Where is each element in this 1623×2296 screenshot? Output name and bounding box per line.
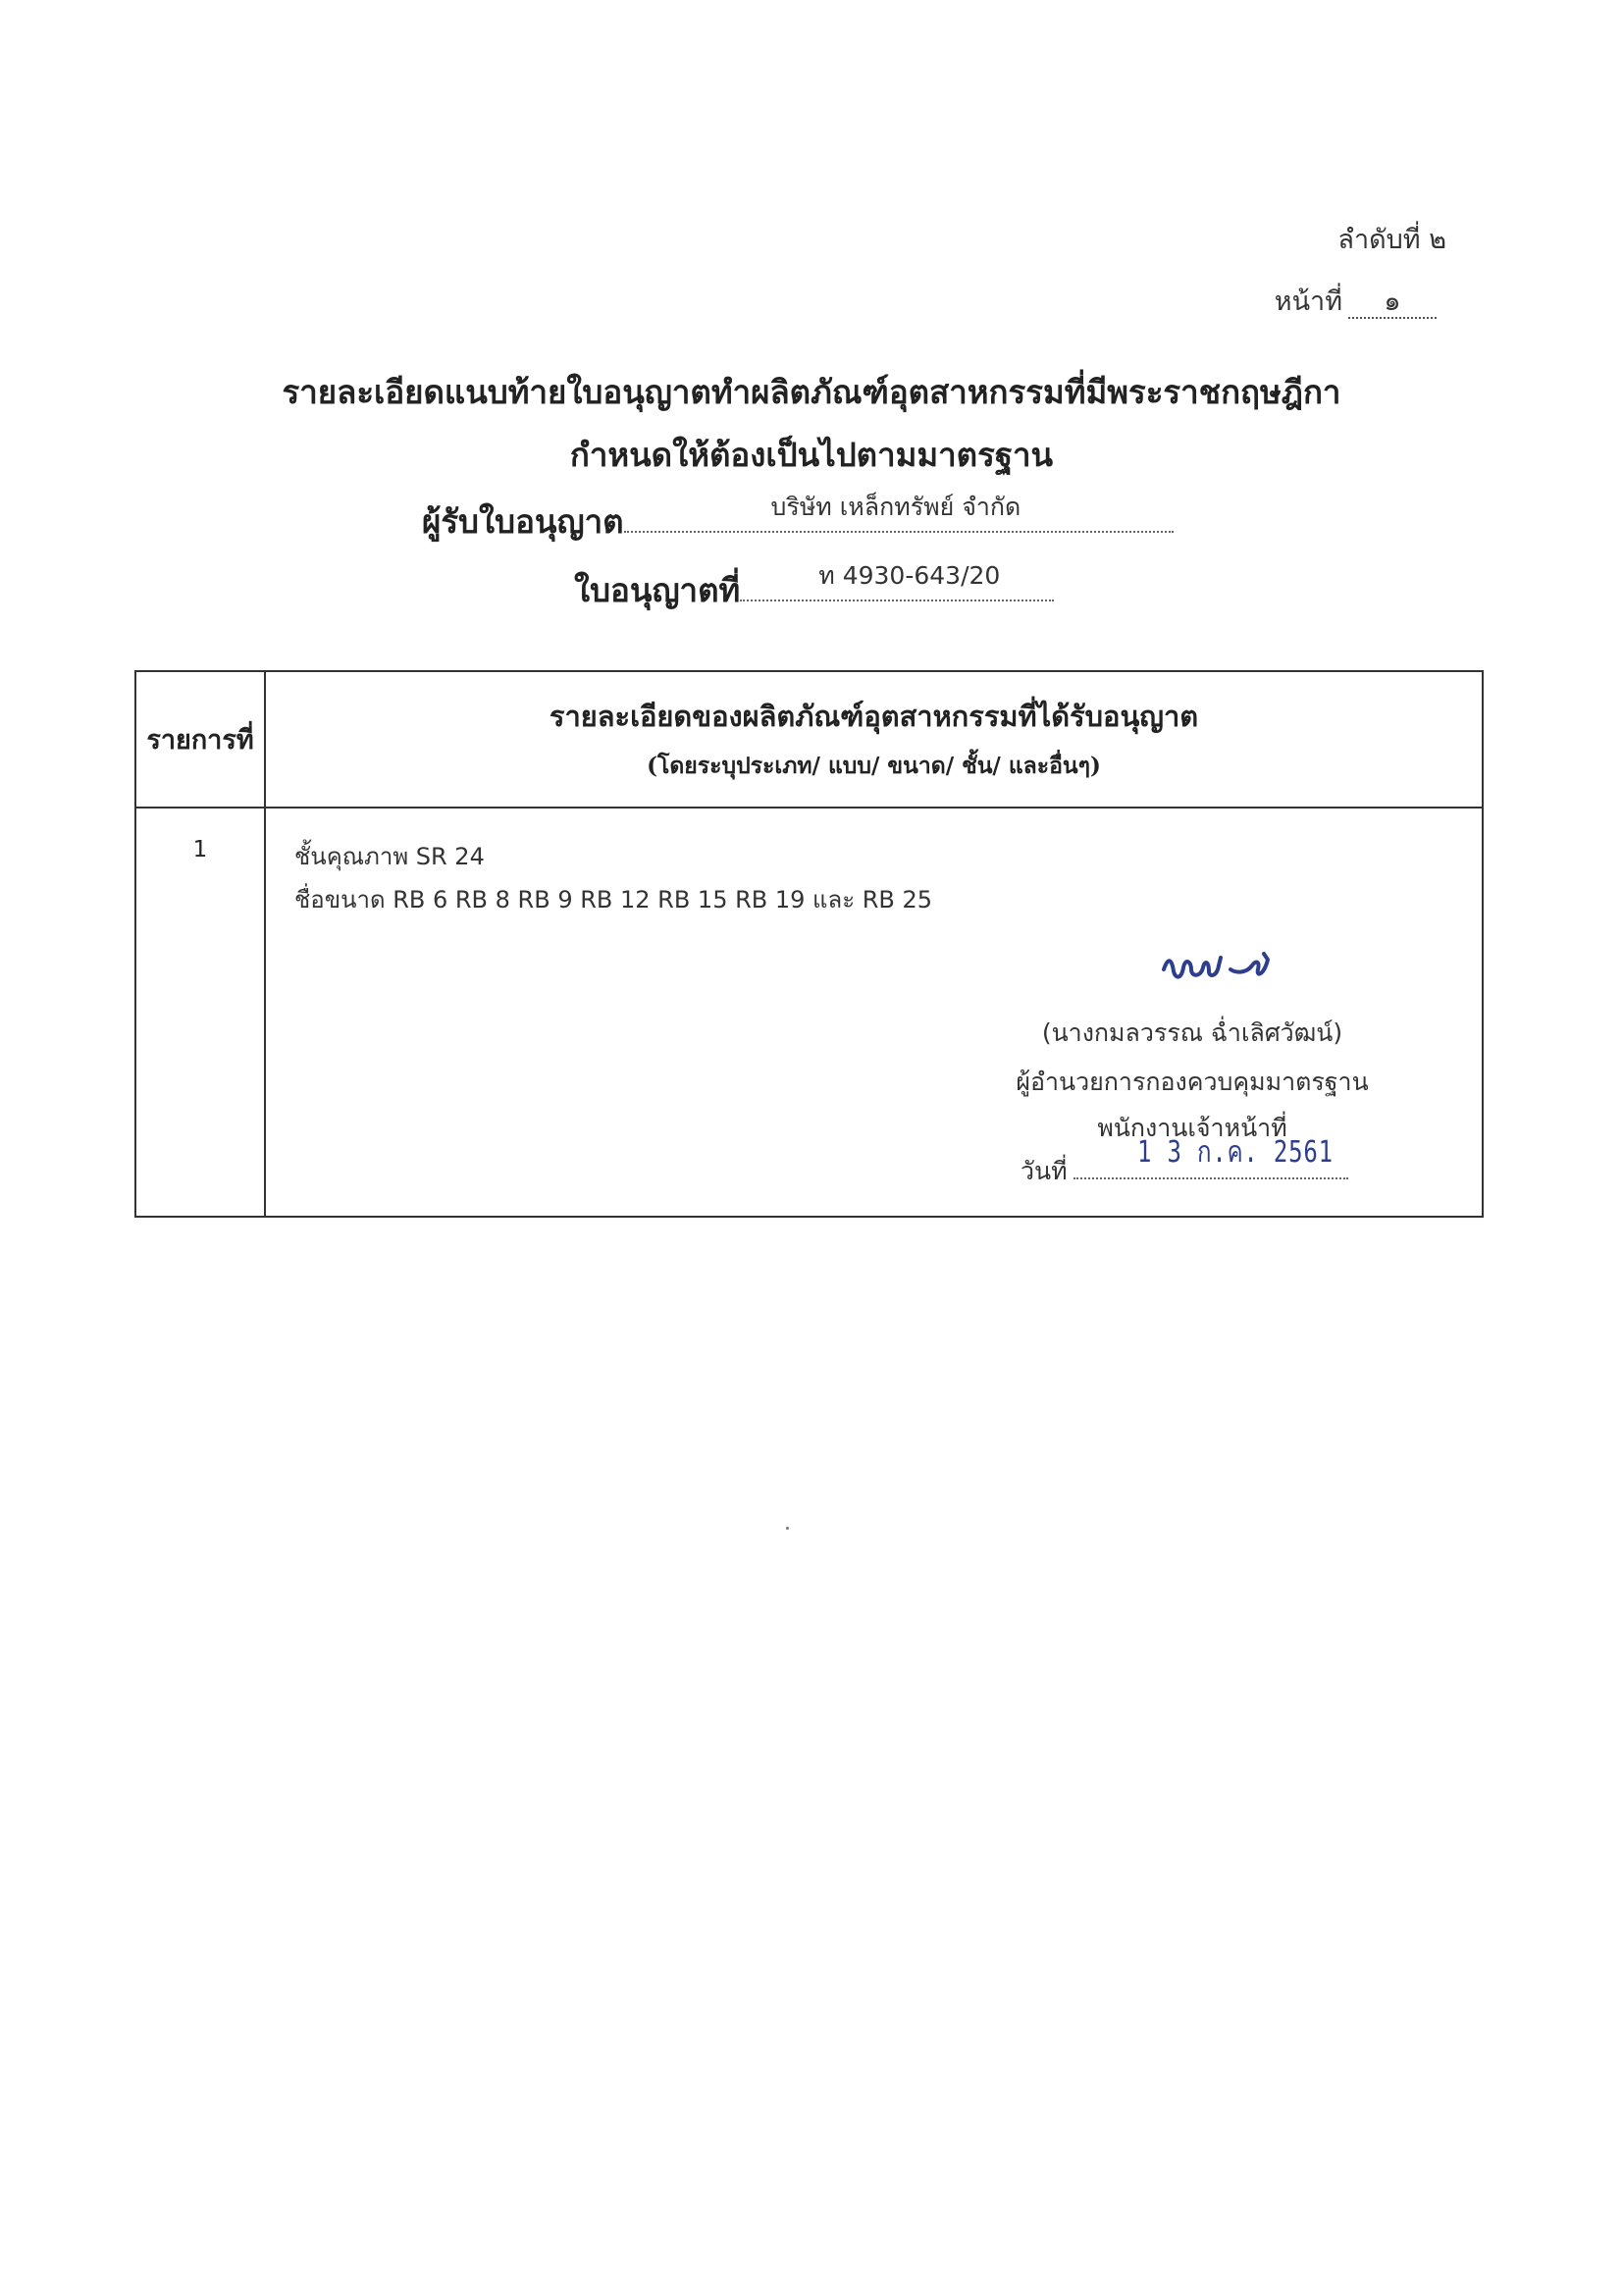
page-label: หน้าที่ — [1274, 287, 1342, 317]
date-label: วันที่ — [1021, 1157, 1068, 1185]
page-value: ๑ — [1348, 287, 1437, 319]
document-title-line1: รายละเอียดแนบท้ายใบอนุญาตทำผลิตภัณฑ์อุตสาหกรรมที่มีพระราชกฤษฎีกา — [282, 373, 1341, 411]
licensee-row — [422, 493, 1174, 548]
table-header-divider — [134, 807, 1484, 809]
handwritten-signature — [1158, 940, 1276, 993]
details-header-sub: (โดยระบุประเภท/ แบบ/ ขนาด/ ชั้น/ และอื่นๆ) — [647, 753, 1101, 779]
sequence-label: ลำดับที่ — [1337, 225, 1421, 255]
details-header-main: รายละเอียดของผลิตภัณฑ์อุตสาหกรรมที่ได้รับอนุญาต — [549, 700, 1199, 733]
signer-name: (นางกมลวรรณ ฉ่ำเลิศวัฒน์) — [1041, 1018, 1343, 1047]
sequence-value: ๒ — [1429, 225, 1446, 255]
column-header-details — [266, 671, 1482, 807]
license-number-field — [740, 561, 1054, 601]
document-title-line2: กำหนดให้ต้องเป็นไปตามมาตรฐาน — [569, 436, 1054, 474]
signer-role: พนักงานเจ้าหน้าที่ — [1097, 1114, 1287, 1142]
table-row-sizes: ชื่อขนาด RB 6 RB 8 RB 9 RB 12 RB 15 RB 19 และ RB 25 — [294, 886, 933, 913]
date-stamp: 1 3 ก.ค. 2561 — [1136, 1135, 1334, 1170]
licensee-label: ผู้รับใบอนุญาต — [422, 502, 624, 541]
license-number-value: ท 4930-643/20 — [818, 561, 1001, 590]
page-number — [1275, 280, 1437, 322]
sequence-number — [1337, 218, 1446, 260]
license-number-row — [574, 561, 1054, 616]
licensee-field — [624, 493, 1174, 533]
licensee-value: บริษัท เหล็กทรัพย์ จำกัด — [770, 493, 1021, 521]
scan-speck — [786, 1527, 789, 1530]
date-field — [1073, 1135, 1348, 1179]
column-header-item-no: รายการที่ — [146, 724, 254, 756]
license-number-label: ใบอนุญาตที่ — [574, 571, 741, 609]
signer-position: ผู้อำนวยการกองควบคุมมาตรฐาน — [1016, 1068, 1369, 1096]
table-row-grade: ชั้นคุณภาพ SR 24 — [294, 843, 485, 870]
date-row — [1021, 1135, 1348, 1191]
table-row-number: 1 — [192, 837, 208, 862]
